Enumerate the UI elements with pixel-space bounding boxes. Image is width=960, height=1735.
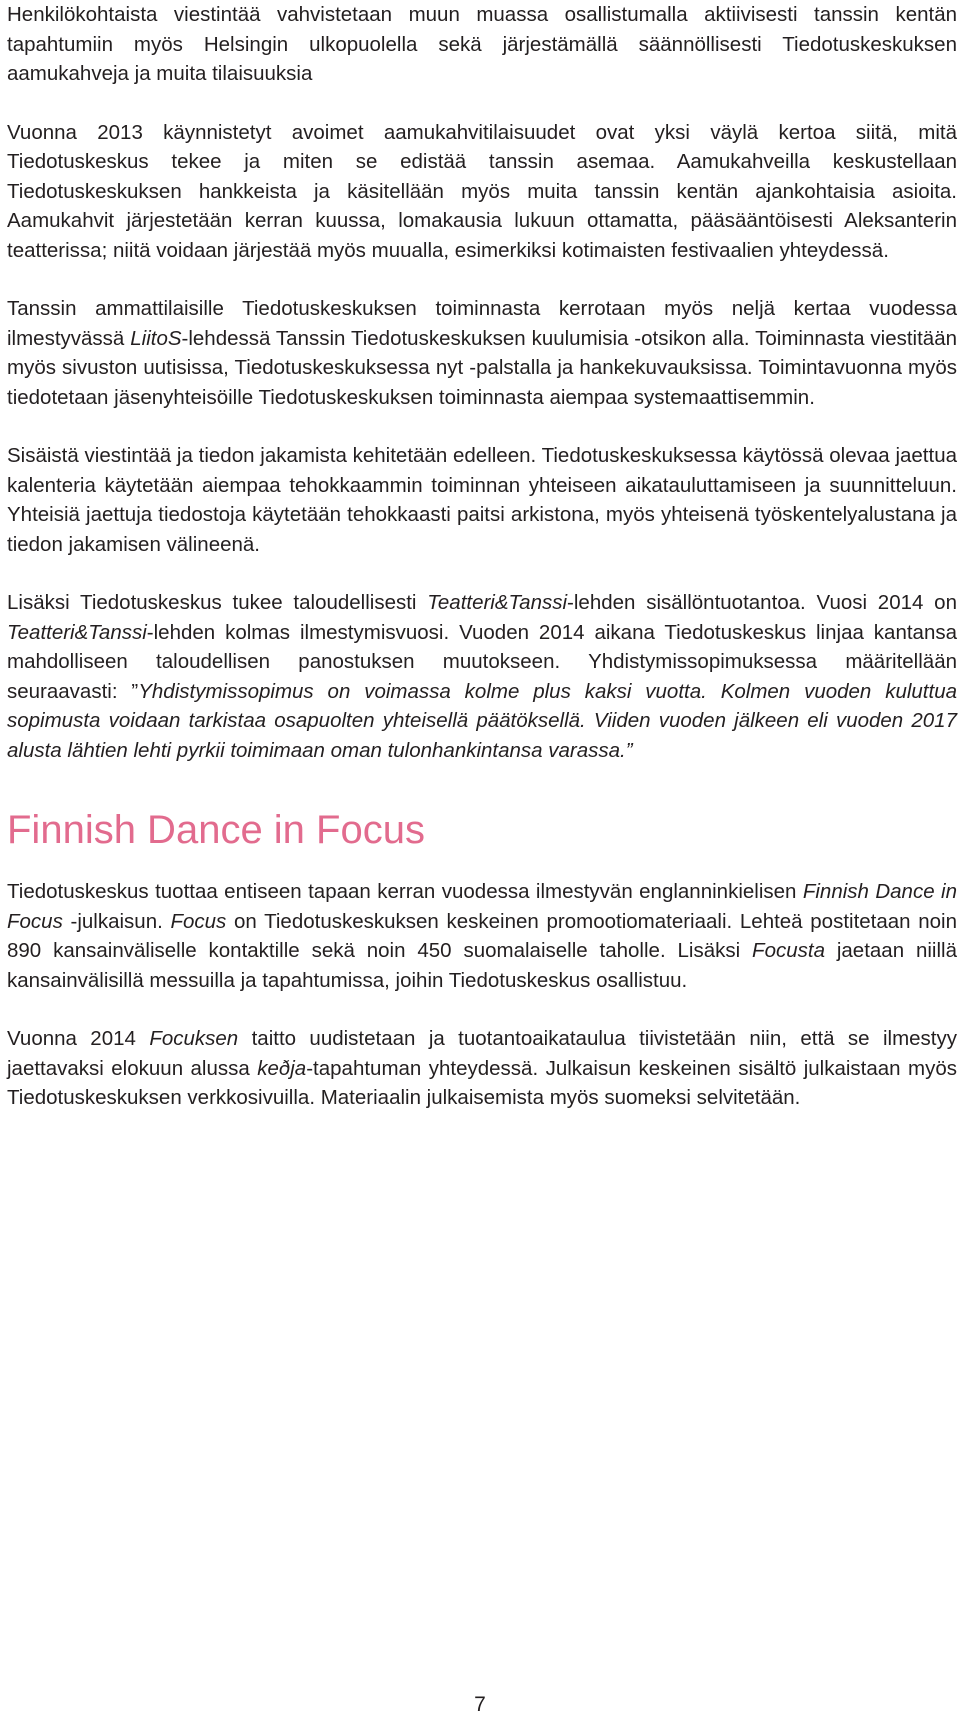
italic-run: Focus xyxy=(170,909,227,933)
text-run: jaetaan niillä kansainvälisillä messuilla ja tapahtumissa, joihin Tiedotuskeskus osallistuu. xyxy=(7,939,957,992)
text-run: Tiedotuskeskus tuottaa entiseen tapaan kerran vuodessa ilmestyvän englanninkielisen xyxy=(7,880,803,903)
text-run: Lisäksi Tiedotuskeskus tukee taloudellisesti xyxy=(7,591,428,614)
paragraph-text: Sisäistä viestintää ja tiedon jakamista kehitetään edelleen. Tiedotuskeskuksessa käytössä olevaa jaettua kalenteria käytetään aiempaa tehokkaammin toiminnan yhteiseen aikatauluttamiseen ja suunnitteluun. Yhteisiä jaettuja tiedostoja käytetään tehokkaasti paitsi arkistona, myös yhteisenä työskentelyalustana ja tiedon jakamisen välineenä. xyxy=(7,444,957,556)
text-run: -lehdessä Tanssin Tiedotuskeskuksen kuulumisia -otsikon alla. Toiminnasta viestitään myös sivuston uutisissa, Tiedotuskeskuksessa nyt -palstalla ja hankekuvauksissa. Toimintavuonna myös tiedotetaan jäsenyhteisöille Tiedotuskeskuksen toiminnasta aiempaa systemaattisemmin. xyxy=(7,326,957,409)
italic-run: Focuksen xyxy=(149,1027,239,1050)
italic-run: Teatteri&Tanssi xyxy=(427,591,568,614)
text-run: Tanssin ammattilaisille Tiedotuskeskuksen toiminnasta kerrotaan myös neljä kertaa vuodessa ilmestyvässä xyxy=(7,297,957,350)
italic-run: keðja xyxy=(257,1056,307,1080)
italic-run: Finnish Dance in Focus xyxy=(7,880,957,933)
italic-quote: Yhdistymissopimus on voimassa kolme plus kaksi vuotta. Kolmen vuoden kuluttua sopimusta voidaan tarkistaa osapuolten yhteisellä päätöksellä. Viiden vuoden jälkeen eli vuoden 2017 alusta lähtien lehti pyrkii toimimaan oman tulonhankintansa varassa.” xyxy=(7,679,957,762)
text-run: -lehden kolmas ilmestymisvuosi. Vuoden 2014 aikana Tiedotuskeskus linjaa kantansa mahdolliseen taloudellisen panostuksen muutokseen. Yhdistymissopimuksessa määritellään seuraavasti: ” xyxy=(7,620,957,703)
paragraph-liitos xyxy=(7,294,957,412)
section-heading: Finnish Dance in Focus xyxy=(7,808,425,852)
text-run: -tapahtuman yhteydessä. Julkaisun keskeinen sisältö julkaistaan myös Tiedotuskeskuksen verkkosivuilla. Materiaalin julkaisemista myös suomeksi selvitetään. xyxy=(7,1056,957,1109)
paragraph-morning-coffee xyxy=(7,118,957,266)
text-run: taitto uudistetaan ja tuotantoaikataulua tiivistetään niin, että se ilmestyy jaettavaksi elokuun alussa xyxy=(7,1027,957,1080)
text-run: Vuonna 2014 xyxy=(7,1027,150,1050)
page-number: 7 xyxy=(474,1693,486,1716)
italic-run: LiitoS xyxy=(130,326,182,350)
document-page xyxy=(7,0,957,1113)
paragraph-teatteri-tanssi xyxy=(7,588,957,765)
text-run: on Tiedotuskeskuksen keskeinen promootiomateriaali. Lehteä postitetaan noin 890 kansainväliselle kontaktille sekä noin 450 suomalaiselle taholle. Lisäksi xyxy=(7,909,958,962)
italic-run: Focusta xyxy=(752,939,825,962)
paragraph-focus-2014 xyxy=(7,1024,957,1113)
paragraph-focus-publication xyxy=(7,877,957,995)
italic-run: Teatteri&Tanssi xyxy=(7,620,147,644)
text-run: -lehden sisällöntuotantoa. Vuosi 2014 on xyxy=(567,591,957,614)
paragraph-text: Vuonna 2013 käynnistetyt avoimet aamukahvitilaisuudet ovat yksi väylä kertoa siitä, mitä Tiedotuskeskus tekee ja miten se edistää tanssin asemaa. Aamukahveilla keskustellaan Tiedotuskeskuksen hankkeista ja käsitellään myös muita tanssin kentän ajankohtaisia asioita. Aamukahvit järjestetään kerran kuussa, lomakausia lukuun ottamatta, pääsääntöisesti Aleksanterin teatterissa; niitä voidaan järjestää myös muualla, esimerkiksi kotimaisten festivaalien yhteydessä. xyxy=(7,120,957,262)
paragraph-internal-communication xyxy=(7,441,957,559)
paragraph-text: Henkilökohtaista viestintää vahvistetaan muun muassa osallistumalla aktiivisesti tanssin kentän tapahtumiin myös Helsingin ulkopuolella sekä järjestämällä säännöllisesti Tiedotuskeskuksen aamukahveja ja muita tilaisuuksia xyxy=(7,3,957,85)
paragraph-personal-communication xyxy=(7,0,957,89)
text-run: -julkaisun. xyxy=(62,909,171,933)
